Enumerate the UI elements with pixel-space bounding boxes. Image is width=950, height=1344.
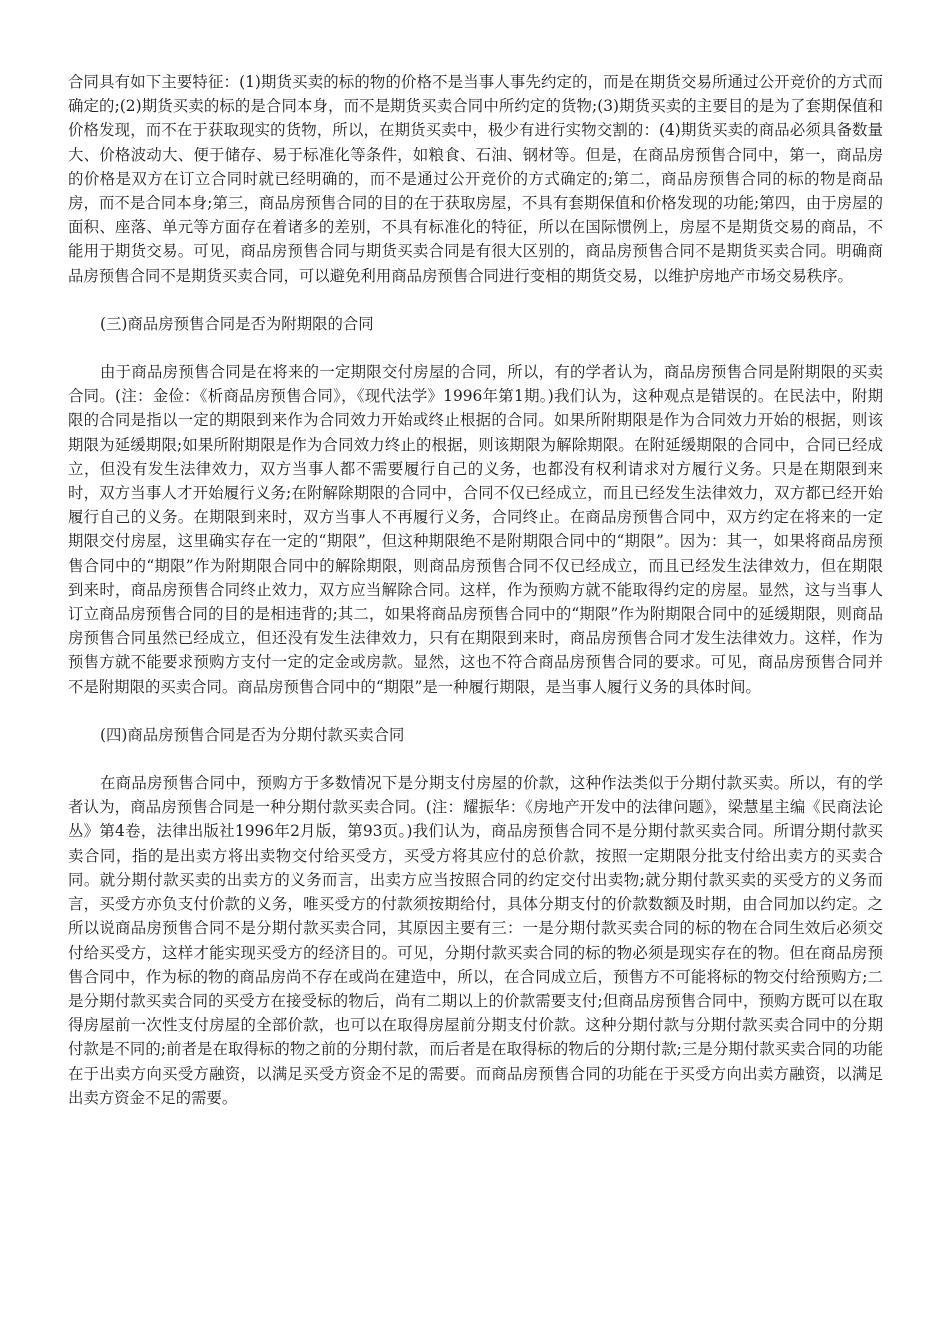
paragraph-gap	[68, 288, 883, 312]
paragraph-gap	[68, 699, 883, 723]
paragraph-installment-contract: 在商品房预售合同中，预购方于多数情况下是分期支付房屋的价款，这种作法类似于分期付款买卖。所以，有的学者认为，商品房预售合同是一种分期付款买卖合同。(注：耀振华：《房地产开发中的法律问题》，梁慧星主编《民商法论丛》第4卷，法律出版社1996年2月版，第93页。)我们认为，商品房预售合同不是分期付款买卖合同。所谓分期付款买卖合同，指的是出卖方将出卖物交付给买受方，买受方将其应付的总价款，按照一定期限分批支付给出卖方的买卖合同。就分期付款买卖的出卖方的义务而言，出卖方应当按照合同的约定交付出卖物;就分期付款买卖的买受方的义务而言，买受方亦负支付价款的义务，唯买受方的付款须按期给付，具体分期支付的价款数额及时期，由合同加以约定。之所以说商品房预售合同不是分期付款买卖合同，其原因主要有三：一是分期付款买卖合同的标的物在合同生效后必须交付给买受方，这样才能实现买受方的经济目的。可见，分期付款买卖合同的标的物必须是现实存在的物。但在商品房预售合同中，作为标的物的商品房尚不存在或尚在建造中，所以，在合同成立后，预售方不可能将标的物交付给预购方;二是分期付款买卖合同的买受方在接受标的物后，尚有二期以上的价款需要支付;但商品房预售合同中，预购方既可以在取得房屋前一次性支付房屋的全部价款，也可以在取得房屋前分期支付价款。这种分期付款与分期付款买卖合同中的分期付款是不同的;前者是在取得标的物之前的分期付款，而后者是在取得标的物后的分期付款;三是分期付款买卖合同的功能在于出卖方向买受方融资，以满足买受方资金不足的需要。而商品房预售合同的功能在于买受方向出卖方融资，以满足出卖方资金不足的需要。	[68, 774, 883, 1107]
document-body	[68, 70, 883, 1110]
section-heading-3: (三)商品房预售合同是否为附期限的合同	[100, 314, 374, 333]
paragraph-term-contract: 由于商品房预售合同是在将来的一定期限交付房屋的合同，所以，有的学者认为，商品房预售合同是附期限的买卖合同。(注：金俭：《析商品房预售合同》，《现代法学》1996年第1期。)我们认为，这种观点是错误的。在民法中，附期限的合同是指以一定的期限到来作为合同效力开始或终止根据的合同。如果所附期限是作为合同效力开始的根据，则该期限为延缓期限;如果所附期限是作为合同效力终止的根据，则该期限为解除期限。在附延缓期限的合同中，合同已经成立，但没有发生法律效力，双方当事人都不需要履行自己的义务，也都没有权利请求对方履行义务。只是在期限到来时，双方当事人才开始履行义务;在附解除期限的合同中，合同不仅已经成立，而且已经发生法律效力，双方都已经开始履行自己的义务。在期限到来时，双方当事人不再履行义务，合同终止。在商品房预售合同中，双方约定在将来的一定期限交付房屋，这里确实存在一定的“期限”，但这种期限绝不是附期限合同中的“期限”。因为：其一，如果将商品房预售合同中的“期限”作为附期限合同中的解除期限，则商品房预售合同不仅已经成立，而且已经发生法律效力，但在期限到来时，商品房预售合同终止效力，双方应当解除合同。这样，作为预购方就不能取得约定的房屋。显然，这与当事人订立商品房预售合同的目的是相违背的;其二，如果将商品房预售合同中的“期限”作为附期限合同中的延缓期限，则商品房预售合同虽然已经成立，但还没有发生法律效力，只有在期限到来时，商品房预售合同才发生法律效力。这样，作为预售方就不能要求预购方支付一定的定金或房款。显然，这也不符合商品房预售合同的要求。可见，商品房预售合同并不是附期限的买卖合同。商品房预售合同中的“期限”是一种履行期限，是当事人履行义务的具体时间。	[68, 363, 883, 696]
section-heading-4: (四)商品房预售合同是否为分期付款买卖合同	[100, 725, 405, 744]
paragraph-gap	[68, 747, 883, 771]
paragraph-futures-contract: 合同具有如下主要特征：(1)期货买卖的标的物的价格不是当事人事先约定的，而是在期货交易所通过公开竞价的方式而确定的;(2)期货买卖的标的是合同本身，而不是期货买卖合同中所约定的货物;(3)期货买卖的主要目的是为了套期保值和价格发现，而不在于获取现实的货物，所以，在期货买卖中，极少有进行实物交割的：(4)期货买卖的商品必须具备数量大、价格波动大、便于储存、易于标准化等条件，如粮食、石油、钢材等。但是，在商品房预售合同中，第一，商品房的价格是双方在订立合同时就已经明确的，而不是通过公开竞价的方式确定的;第二，商品房预售合同的标的物是商品房，而不是合同本身;第三，商品房预售合同的目的在于获取房屋，不具有套期保值和价格发现的功能;第四，由于房屋的面积、座落、单元等方面存在着诸多的差别，不具有标准化的特征，所以在国际惯例上，房屋不是期货交易的商品，不能用于期货交易。可见，商品房预售合同与期货买卖合同是有很大区别的，商品房预售合同不是期货买卖合同。明确商品房预售合同不是期货买卖合同，可以避免利用商品房预售合同进行变相的期货交易，以维护房地产市场交易秩序。	[68, 73, 883, 285]
paragraph-gap	[68, 336, 883, 360]
